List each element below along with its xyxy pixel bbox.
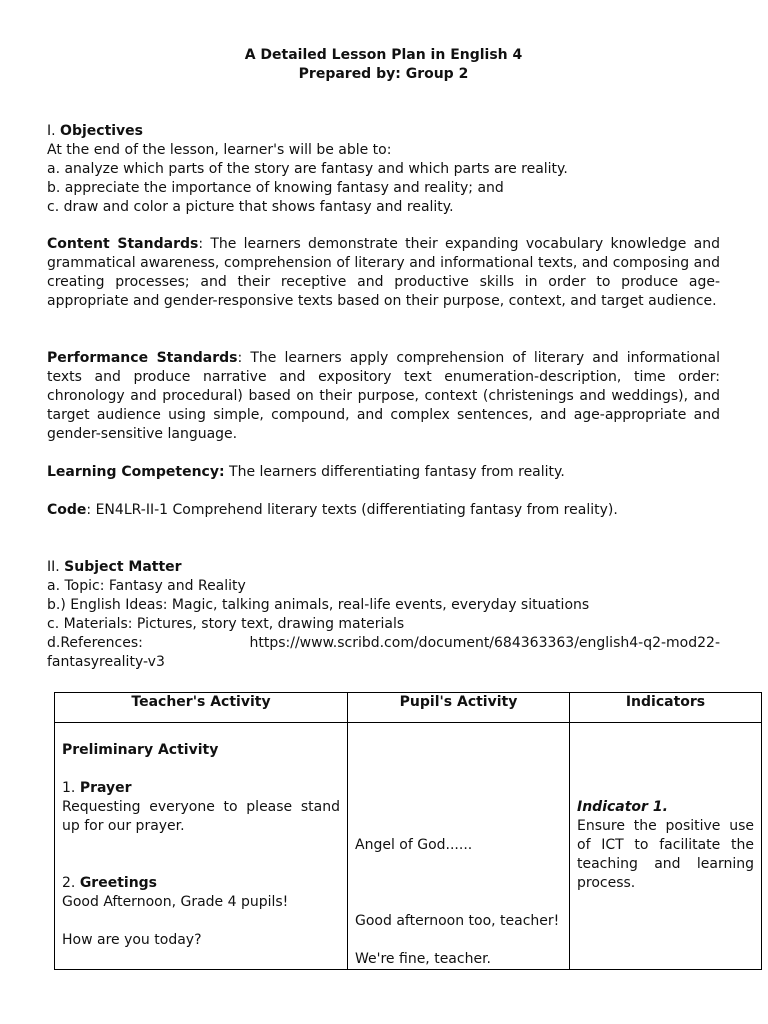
subject-topic: a. Topic: Fantasy and Reality [47,578,246,594]
learning-competency-label: Learning Competency: [47,464,225,480]
content-standards-label: Content Standards [47,236,199,252]
prayer-heading: 1. Prayer [62,780,132,796]
prayer-instruction: Requesting everyone to please stand up for our prayer. [62,799,340,834]
header-teacher-activity: Teacher's Activity [55,693,348,723]
performance-standards [47,349,720,444]
objective-item-a: a. analyze which parts of the story are fantasy and which parts are reality. [47,161,568,177]
table-row [55,723,762,970]
references-label: d.References: [47,635,143,651]
subject-english-ideas: b.) English Ideas: Magic, talking animals, real-life events, everyday situations [47,597,590,613]
learning-competency-text: The learners differentiating fantasy from reality. [224,464,565,480]
prayer-response: Angel of God...... [355,837,473,853]
subject-matter-numeral: II. [47,559,60,575]
teacher-activity-cell [55,723,348,970]
greetings-text: Good Afternoon, Grade 4 pupils! [62,894,289,910]
references-link-continued[interactable]: fantasyreality-v3 [47,654,165,670]
objective-item-c: c. draw and color a picture that shows fantasy and reality. [47,199,454,215]
greetings-heading: 2. Greetings [62,875,158,891]
indicators-cell [570,723,762,970]
code [47,501,618,520]
subject-matter-label: Subject Matter [64,559,182,575]
table-header-row [55,693,762,723]
objective-item-b: b. appreciate the importance of knowing fantasy and reality; and [47,180,504,196]
indicator-text: Ensure the positive use of ICT to facilitate the teaching and learning process. [577,818,754,891]
code-label: Code [47,502,87,518]
learning-competency [47,463,565,482]
objectives-label: Objectives [60,123,144,139]
pupil-activity-cell [348,723,570,970]
subject-matter-heading [47,558,182,577]
objectives-intro: At the end of the lesson, learner's will be able to: [47,142,392,158]
prepared-by: Prepared by: Group 2 [298,66,469,82]
content-standards [47,235,720,311]
document-title: A Detailed Lesson Plan in English 4 [244,47,523,63]
fine-response: We're fine, teacher. [355,951,491,967]
content-standards-text: : The learners demonstrate their expanding vocabulary knowledge and grammatical awareness, comprehension of literary and informational texts, and composing and creating processes; and their receptive and productive skills in order to produce age-appropriate and gender-responsive texts based on their purpose, context, and target audience. [47,236,720,309]
performance-standards-text: : The learners apply comprehension of literary and informational texts and produce narrative and expository text enumeration-description, time order: chronology and procedural) based on their purpose, context (christenings and weddings), and target audience using simple, compound, and complex sentences, and age-appropriate and gender-sensitive language. [47,350,720,442]
indicator-title: Indicator 1. [577,799,668,815]
code-text: : EN4LR-II-1 Comprehend literary texts (differentiating fantasy from reality). [86,502,618,518]
performance-standards-label: Performance Standards [47,350,238,366]
header-pupil-activity: Pupil's Activity [348,693,570,723]
how-are-you-text: How are you today? [62,932,202,948]
objectives-numeral: I. [47,123,56,139]
greeting-response: Good afternoon too, teacher! [355,913,560,929]
references-link[interactable]: https://www.scribd.com/document/684363363/english4-q2-mod22- [249,635,720,651]
header-indicators: Indicators [570,693,762,723]
subject-materials: c. Materials: Pictures, story text, drawing materials [47,616,405,632]
preliminary-activity-heading: Preliminary Activity [62,742,219,758]
objectives-heading [47,122,143,141]
lesson-activity-table [54,692,762,970]
